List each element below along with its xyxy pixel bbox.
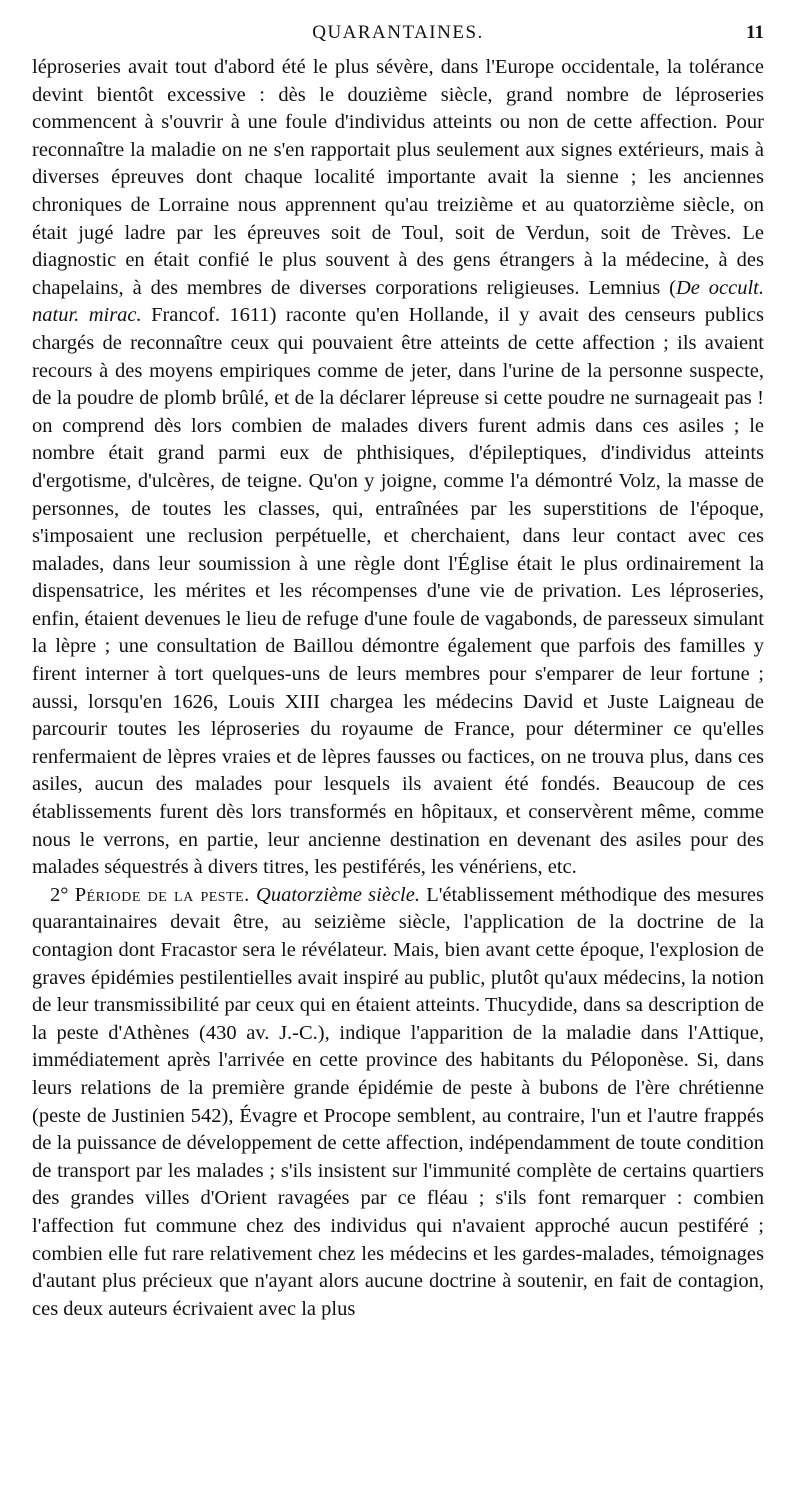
paragraph-text: L'établissement méthodique des mesures quarantainaires devait être, au seizième siècle, l'application de la doctrine de la contagion dont Fracastor sera le révélateur. Mais, bien avant cette époque, l'explosion de graves épidémies pestilentielles avait inspiré au public, plutôt qu'aux médecins, la notion de leur transmissibilité par ceux qui en étaient atteints. Thucydide, dans sa description de la peste d'Athènes (430 av. J.-C.), indique l'apparition de la maladie dans l'Attique, immédiatement après l'arrivée en cette province des habitants du Péloponèse. Si, dans leurs relations de la première grande épidémie de peste à bubons de l'ère chrétienne (peste de Justinien 542), Évagre et Procope semblent, au contraire, l'un et l'autre frappés de la puissance de développement de cette affection, indépendamment de toute condition de transport par les malades ; s'ils insistent sur l'immunité complète de certains quartiers des grandes villes d'Orient ravagées par ce fléau ; s'ils font remarquer : combien l'affection fut commune chez des individus qui n'avaient approché aucun pestiféré ; combien elle fut rare relativement chez les médecins et les gardes-malades, témoignages d'autant plus précieux que n'ayant alors aucune doctrine à soutenir, en fait de contagion, ces deux auteurs écrivaient avec la plus	[32, 883, 764, 1320]
paragraph-leproseries	[32, 54, 764, 882]
book-page	[32, 22, 764, 1482]
section-number: 2°	[50, 883, 69, 906]
section-subheading: Quatorzième siècle.	[256, 883, 420, 906]
section-heading: Période de la peste.	[74, 883, 250, 906]
running-title: QUARANTAINES.	[312, 22, 484, 43]
citation-title: De occult. natur. mirac.	[32, 276, 765, 327]
paragraph-text: léproseries avait tout d'abord été le plus sévère, dans l'Europe occidentale, la tolérance devint bientôt excessive : dès le douzième siècle, grand nombre de léproseries commencent à s'ouvrir à une foule d'individus atteints ou non de cette affection. Pour reconnaître la maladie on ne s'en rapportait plus seulement aux signes extérieurs, mais à diverses épreuves dont chaque localité importante avait la sienne ; les anciennes chroniques de Lorraine nous apprennent qu'au treizième et au quatorzième siècle, on était jugé ladre par les épreuves soit de Toul, soit de Verdun, soit de Trèves. Le diagnostic en était confié le plus souvent à des gens étrangers à la médecine, à des chapelains, à des membres de diverses corporations religieuses. Lemnius (	[32, 56, 764, 299]
running-header	[32, 22, 764, 54]
body-text	[32, 54, 764, 1323]
paragraph-text-continued: Francof. 1611) raconte qu'en Hollande, il y avait des censeurs publics chargés de reconnaître ceux qui pouvaient être atteints de cette affection ; ils avaient recours à des moyens empiriques comme de jeter, dans l'urine de la personne suspecte, de la poudre de plomb brûlé, et de la déclarer lépreuse si cette poudre ne surnageait pas ! on comprend dès lors combien de malades divers furent admis dans ces asiles ; le nombre était grand parmi eux de phthisiques, d'épileptiques, d'individus atteints d'ergotisme, d'ulcères, de teigne. Qu'on y joigne, comme l'a démontré Volz, la masse de personnes, de toutes les classes, qui, entraînées par les superstitions de l'époque, s'imposaient une reclusion perpétuelle, et cherchaient, dans leur contact avec ces malades, dans leur soumission à une règle dont l'Église était le plus ordinairement la dispensatrice, les mérites et les récompenses d'une vie de privation. Les léproseries, enfin, étaient devenues le lieu de refuge d'une foule de vagabonds, de paresseux simulant la lèpre ; une consultation de Baillou démontre également que parfois des familles y firent interner à tort quelques-uns de leurs membres pour s'emparer de leur fortune ; aussi, lorsqu'en 1626, Louis XIII chargea les médecins David et Juste Laigneau de parcourir toutes les léproseries du royaume de France, pour déterminer ce qu'elles renfermaient de lèpres vraies et de lèpres fausses ou factices, on ne trouva plus, dans ces asiles, aucun des malades pour lesquels ils avaient été fondés. Beaucoup de ces établissements furent dès lors transformés en hôpitaux, et conservèrent même, comme nous le verrons, en partie, leur ancienne destination en devenant des asiles pour des malades séquestrés à divers titres, les pestiférés, les vénériens, etc.	[32, 304, 764, 879]
page-number: 11	[746, 22, 764, 43]
paragraph-plague-period	[32, 882, 764, 1324]
